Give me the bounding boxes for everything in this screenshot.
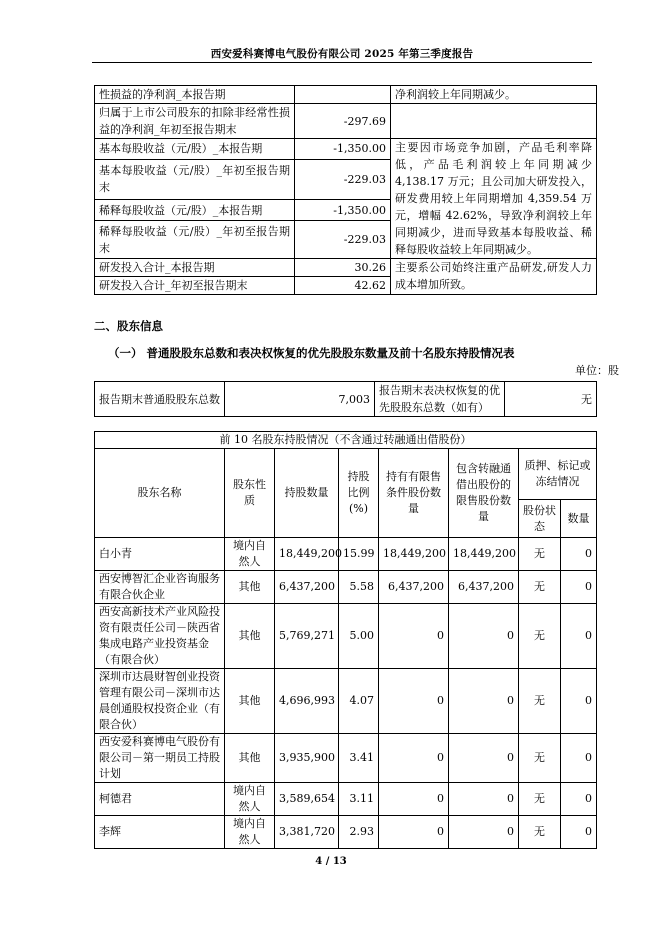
holder-restricted: 6,437,200 <box>379 571 449 604</box>
table-row <box>95 783 597 816</box>
holder-shares: 5,769,271 <box>275 604 339 669</box>
holder-nature: 境内自然人 <box>225 783 275 816</box>
holder-lending: 0 <box>449 783 519 816</box>
holder-name: 柯德君 <box>95 783 225 816</box>
table-row <box>95 734 597 783</box>
holder-status: 无 <box>519 604 561 669</box>
section-title: 二、股东信息 <box>94 319 163 333</box>
common-holders-label: 报告期末普通股股东总数 <box>95 382 225 417</box>
row-label: 归属于上市公司股东的扣除非经常性损益的净利润_年初至报告期末 <box>95 104 295 139</box>
holder-name: 深圳市达晨财智创业投资管理有限公司－深圳市达晨创通股权投资企业（有限合伙） <box>95 669 225 734</box>
holder-nature: 其他 <box>225 571 275 604</box>
table-row <box>95 139 597 160</box>
holder-ratio: 15.99 <box>339 538 379 571</box>
row-label: 基本每股收益（元/股）_年初至报告期末 <box>95 159 295 199</box>
holder-name: 白小青 <box>95 538 225 571</box>
holder-ratio: 2.93 <box>339 816 379 849</box>
unit-label: 单位：股 <box>575 364 619 377</box>
holder-shares: 4,696,993 <box>275 669 339 734</box>
holder-name: 西安博智汇企业咨询服务有限合伙企业 <box>95 571 225 604</box>
holder-lending: 18,449,200 <box>449 538 519 571</box>
row-value: -1,350.00 <box>295 139 391 160</box>
row-value: 42.62 <box>295 277 391 295</box>
holder-restricted: 0 <box>379 604 449 669</box>
holder-count: 0 <box>561 538 597 571</box>
table-row <box>95 816 597 849</box>
holder-ratio: 5.00 <box>339 604 379 669</box>
table-row <box>95 259 597 277</box>
holder-lending: 0 <box>449 734 519 783</box>
page-number: 4 / 13 <box>315 856 347 867</box>
row-label: 研发投入合计_本报告期 <box>95 259 295 277</box>
header-pledge: 质押、标记或冻结情况 <box>519 449 597 500</box>
table-row <box>95 669 597 734</box>
header-nature: 股东性质 <box>225 449 275 538</box>
table-row <box>95 86 597 104</box>
holder-count: 0 <box>561 669 597 734</box>
holder-restricted: 0 <box>379 734 449 783</box>
row-value: 30.26 <box>295 259 391 277</box>
note-cell-empty <box>391 104 597 139</box>
holder-nature: 其他 <box>225 734 275 783</box>
table-row <box>95 538 597 571</box>
holder-count: 0 <box>561 604 597 669</box>
holder-status: 无 <box>519 538 561 571</box>
table-header-row <box>95 449 597 500</box>
holder-ratio: 5.58 <box>339 571 379 604</box>
row-value: -297.69 <box>295 104 391 139</box>
holder-status: 无 <box>519 669 561 734</box>
holder-name: 李辉 <box>95 816 225 849</box>
row-label: 研发投入合计_年初至报告期末 <box>95 277 295 295</box>
header-name: 股东名称 <box>95 449 225 538</box>
holder-ratio: 4.07 <box>339 669 379 734</box>
holder-restricted: 0 <box>379 783 449 816</box>
page-header: 西安爱科赛博电气股份有限公司 2025 年第三季度报告 <box>210 48 474 60</box>
holder-ratio: 3.11 <box>339 783 379 816</box>
common-holders-value: 7,003 <box>225 382 375 417</box>
table-row <box>95 382 597 417</box>
holder-shares: 3,935,900 <box>275 734 339 783</box>
financial-indicators-table <box>94 85 597 295</box>
holder-status: 无 <box>519 783 561 816</box>
holder-lending: 0 <box>449 669 519 734</box>
holder-count: 0 <box>561 734 597 783</box>
row-value: -1,350.00 <box>295 200 391 221</box>
note-cell: 主要因市场竞争加剧，产品毛利率降低，产品毛利润较上年同期减少4,138.17 万元；且公司加大研发投入，研发费用较上年同期增加 4,359.54 万元，增幅 42.62%，导致净利润较上年同期减少，进而导致基本每股收益、稀释每股收益较上年同期减少。 <box>391 139 597 259</box>
holder-count: 0 <box>561 783 597 816</box>
holder-ratio: 3.41 <box>339 734 379 783</box>
table-caption-row <box>95 432 597 449</box>
holder-shares: 6,437,200 <box>275 571 339 604</box>
holder-shares: 3,589,654 <box>275 783 339 816</box>
holder-shares: 3,381,720 <box>275 816 339 849</box>
header-rule <box>92 62 592 63</box>
header-lending: 包含转融通借出股份的限售股份数量 <box>449 449 519 538</box>
holder-lending: 0 <box>449 604 519 669</box>
row-value: -229.03 <box>295 221 391 259</box>
holder-count: 0 <box>561 816 597 849</box>
header-status: 股份状态 <box>519 500 561 538</box>
holder-name: 西安爱科赛博电气股份有限公司－第一期员工持股计划 <box>95 734 225 783</box>
shareholder-summary-table <box>94 381 597 417</box>
table-caption: 前 10 名股东持股情况（不含通过转融通出借股份） <box>95 432 597 449</box>
holder-nature: 境内自然人 <box>225 816 275 849</box>
section-subtitle: （一） 普通股股东总数和表决权恢复的优先股股东数量及前十名股东持股情况表 <box>108 346 515 360</box>
header-ratio: 持股比例(%) <box>339 449 379 538</box>
header-shares: 持股数量 <box>275 449 339 538</box>
holder-shares: 18,449,200 <box>275 538 339 571</box>
holder-status: 无 <box>519 816 561 849</box>
note-cell: 净利润较上年同期减少。 <box>391 86 597 104</box>
row-label: 稀释每股收益（元/股）_本报告期 <box>95 200 295 221</box>
holder-name: 西安高新技术产业风险投资有限责任公司－陕西省集成电路产业投资基金（有限合伙） <box>95 604 225 669</box>
holder-nature: 境内自然人 <box>225 538 275 571</box>
table-row <box>95 104 597 139</box>
holder-restricted: 0 <box>379 816 449 849</box>
holder-count: 0 <box>561 571 597 604</box>
preferred-holders-value: 无 <box>505 382 597 417</box>
row-value <box>295 86 391 104</box>
row-label: 稀释每股收益（元/股）_年初至报告期末 <box>95 221 295 259</box>
holder-lending: 0 <box>449 816 519 849</box>
header-restricted: 持有有限售条件股份数量 <box>379 449 449 538</box>
holder-restricted: 0 <box>379 669 449 734</box>
holder-nature: 其他 <box>225 604 275 669</box>
row-label: 基本每股收益（元/股）_本报告期 <box>95 139 295 160</box>
holder-status: 无 <box>519 571 561 604</box>
row-label: 性损益的净利润_本报告期 <box>95 86 295 104</box>
row-value: -229.03 <box>295 159 391 199</box>
holder-lending: 6,437,200 <box>449 571 519 604</box>
preferred-holders-label: 报告期末表决权恢复的优先股股东总数（如有） <box>375 382 505 417</box>
table-row <box>95 604 597 669</box>
holder-nature: 其他 <box>225 669 275 734</box>
note-cell: 主要系公司始终注重产品研发,研发人力成本增加所致。 <box>391 259 597 295</box>
holder-restricted: 18,449,200 <box>379 538 449 571</box>
holder-status: 无 <box>519 734 561 783</box>
top-holders-table <box>94 431 597 849</box>
table-row <box>95 571 597 604</box>
header-count: 数量 <box>561 500 597 538</box>
